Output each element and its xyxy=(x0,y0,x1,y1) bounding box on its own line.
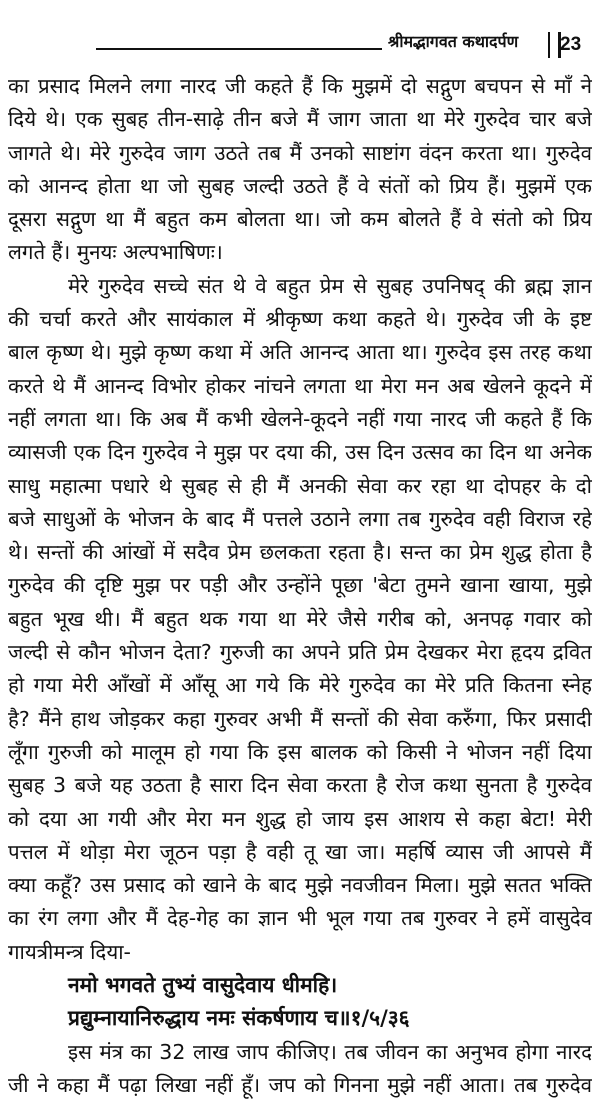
header-rule xyxy=(96,48,382,50)
text-line: लगते हैं। मुनयः अल्पभाषिणः। xyxy=(8,240,223,265)
text-line: की चर्चा करते और सायंकाल में श्रीकृष्ण कथा कहते थे। गुरुदेव जी के इष्ट xyxy=(8,307,592,332)
text-line: बाल कृष्ण थे। मुझे कृष्ण कथा में अति आनन्द आता था। गुरुदेव इस तरह कथा xyxy=(8,340,592,365)
book-title: श्रीमद्भागवत कथादर्पण xyxy=(388,32,519,51)
page-number: 23 xyxy=(560,34,582,55)
text-line: बजे साधुओं के भोजन के बाद मैं पत्तले उठाने लगा तब गुरुदेव वही विराज रहे xyxy=(8,506,592,531)
running-header xyxy=(0,0,600,64)
text-line: का रंग लगा और मैं देह-गेह का ज्ञान भी भूल गया तब गुरुवर ने हमें वासुदेव xyxy=(8,906,592,931)
text-line: सुबह 3 बजे यह उठता है सारा दिन सेवा करता है रोज कथा सुनता है गुरुदेव xyxy=(8,773,592,798)
text-line: व्यासजी एक दिन गुरुदेव ने मुझ पर दया की, उस दिन उत्सव का दिन था अनेक xyxy=(8,440,592,465)
text-line: साधु महात्मा पधारे थे सुबह से ही मैं अनकी सेवा कर रहा था दोपहर के दो xyxy=(8,473,592,498)
text-line: गुरुदेव की दृष्टि मुझ पर पड़ी और उन्होंने पूछा 'बेटा तुमने खाना खाया, मुझे xyxy=(8,573,592,598)
text-line: लूँगा गुरुजी को मालूम हो गया कि इस बालक को किसी ने भोजन नहीं दिया xyxy=(8,739,592,764)
text-line: जल्दी से कौन भोजन देता? गुरुजी का अपने प्रति प्रेम देखकर मेरा हृदय द्रवित xyxy=(8,640,592,665)
text-line: दिये थे। एक सुबह तीन-साढ़े तीन बजे मैं जाग जाता था मेरे गुरुदेव चार बजे xyxy=(8,107,592,132)
page-body xyxy=(8,70,592,1102)
text-line: थे। सन्तों की आंखों में सदैव प्रेम छलकता रहता है। सन्त का प्रेम शुद्ध होता है xyxy=(8,540,592,565)
mantra-line-1: नमो भगवते तुभ्यं वासुदेवाय धीमहि। xyxy=(68,973,338,998)
text-line: पत्तल में थोड़ा मेरा जूठन पड़ा है वही तू खा जा। महर्षि व्यास जी आपसे मैं xyxy=(8,839,592,864)
text-line: क्या कहूँ? उस प्रसाद को खाने के बाद मुझे नवजीवन मिला। मुझे सतत भक्ति xyxy=(8,873,592,898)
text-line: को आनन्द होता था जो सुबह जल्दी उठते हैं वे संतों को प्रिय हैं। मुझमें एक xyxy=(8,173,592,198)
text-line: हो गया मेरी आँखों में आँसू आ गये कि मेरे गुरुदेव का मेरे प्रति कितना स्नेह xyxy=(8,673,592,698)
text-line: नहीं लगता था। कि अब मैं कभी खेलने-कूदने नहीं गया नारद जी कहते हैं कि xyxy=(8,406,592,431)
text-line: को दया आ गयी और मेरा मन शुद्ध हो जाय इस आशय से कहा बेटा! मेरी xyxy=(8,806,592,831)
text-line: बहुत भूख थी। मैं बहुत थक गया था मेरे जैसे गरीब को, अनपढ़ गवार को xyxy=(8,606,592,631)
paragraph-start: मेरे गुरुदेव सच्चे संत थे वे बहुत प्रेम से सुबह उपनिषद् की ब्रह्म ज्ञान xyxy=(68,273,592,298)
text-line: दूसरा सद्गुण था मैं बहुत कम बोलता था। जो कम बोलते हैं वे संतो को प्रिय xyxy=(8,207,592,232)
text-line: है? मैंने हाथ जोड़कर कहा गुरुवर अभी मैं सन्तों की सेवा करुँगा, फिर प्रसादी xyxy=(8,706,592,731)
paragraph-start: इस मंत्र का 32 लाख जाप कीजिए। तब जीवन का अनुभव होगा नारद xyxy=(68,1039,592,1064)
text-line: जागते थे। मेरे गुरुदेव जाग उठते तब मैं उनको साष्टांग वंदन करता था। गुरुदेव xyxy=(8,140,592,165)
text-line: गायत्रीमन्त्र दिया- xyxy=(8,939,131,964)
text-line: जी ने कहा मैं पढ़ा लिखा नहीं हूँ। जप को गिनना मुझे नहीं आता। तब गुरुदेव xyxy=(8,1072,592,1097)
text-line: का प्रसाद मिलने लगा नारद जी कहते हैं कि मुझमें दो सद्गुण बचपन से माँ ने xyxy=(8,74,592,98)
mantra-line-2: प्रद्युम्नायानिरुद्धाय नमः संकर्षणाय च॥१/५/३६ xyxy=(68,1006,410,1031)
text-line: करते थे मैं आनन्द विभोर होकर नांचने लगता था मेरा मन अब खेलने कूदने में xyxy=(8,373,592,398)
